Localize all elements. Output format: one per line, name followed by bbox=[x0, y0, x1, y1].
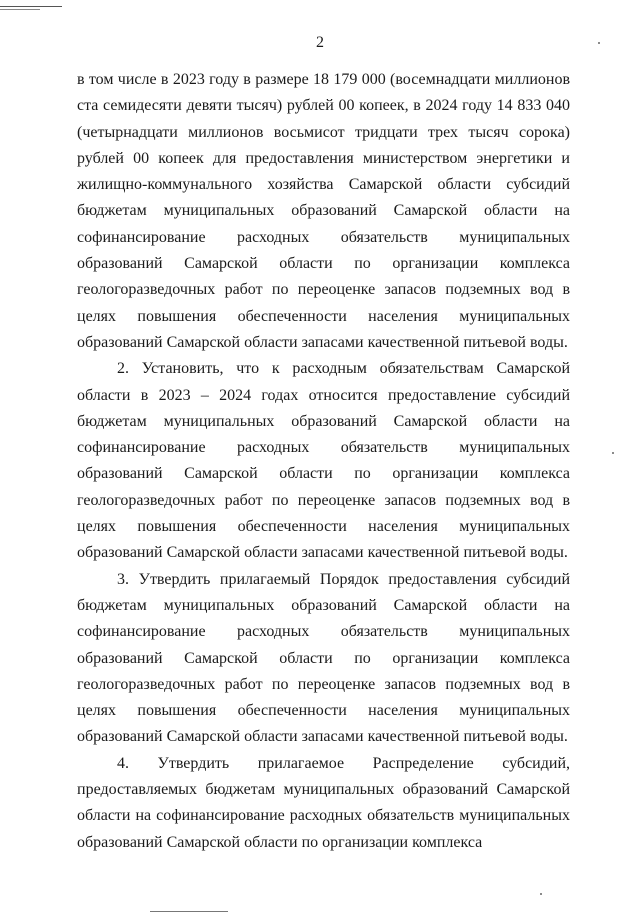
paragraph-item-3: 3. Утвердить прилагаемый Порядок предоставления субсидий бюджетам муниципальных образований Самарской области на софинансирование расходных обязательств муниципальных образований Самарской области по организации комплекса геологоразведочных работ по переоценке запасов подземных вод в целях повышения обеспеченности населения муниципальных образований Самарской области запасами качественной питьевой воды. bbox=[77, 570, 570, 746]
paragraph-continuation: в том числе в 2023 году в размере 18 179 000 (восемнадцати миллионов ста семидесяти девяти тысяч) рублей 00 копеек, в 2024 году 14 833 040 (четырнадцати миллионов восьмисот тридцати трех тысяч сорока) рублей 00 копеек для предоставления министерством энергетики и жилищно-коммунального хозяйства Самарской области субсидий бюджетам муниципальных образований Самарской области на софинансирование расходных обязательств муниципальных образований Самарской области по организации комплекса геологоразведочных работ по переоценке запасов подземных вод в целях повышения обеспеченности населения муниципальных образований Самарской области запасами качественной питьевой воды. bbox=[77, 71, 570, 351]
scan-speck bbox=[540, 893, 542, 895]
scan-artifact-top bbox=[0, 6, 62, 7]
document-body bbox=[77, 67, 570, 856]
scan-speck bbox=[612, 452, 614, 454]
scan-artifact-top-secondary bbox=[0, 9, 40, 10]
paragraph-item-4: 4. Утвердить прилагаемое Распределение субсидий, предоставляемых бюджетам муниципальных образований Самарской области на софинансирование расходных обязательств муниципальных образований Самарской области по организации комплекса bbox=[77, 754, 570, 851]
page-number: 2 bbox=[316, 34, 324, 51]
paragraph-item-2: 2. Установить, что к расходным обязательствам Самарской области в 2023 – 2024 годах относится предоставление субсидий бюджетам муниципальных образований Самарской области на софинансирование расходных обязательств муниципальных образований Самарской области по организации комплекса геологоразведочных работ по переоценке запасов подземных вод в целях повышения обеспеченности населения муниципальных образований Самарской области запасами качественной питьевой воды. bbox=[77, 360, 570, 562]
scan-artifact-bottom bbox=[150, 911, 228, 912]
